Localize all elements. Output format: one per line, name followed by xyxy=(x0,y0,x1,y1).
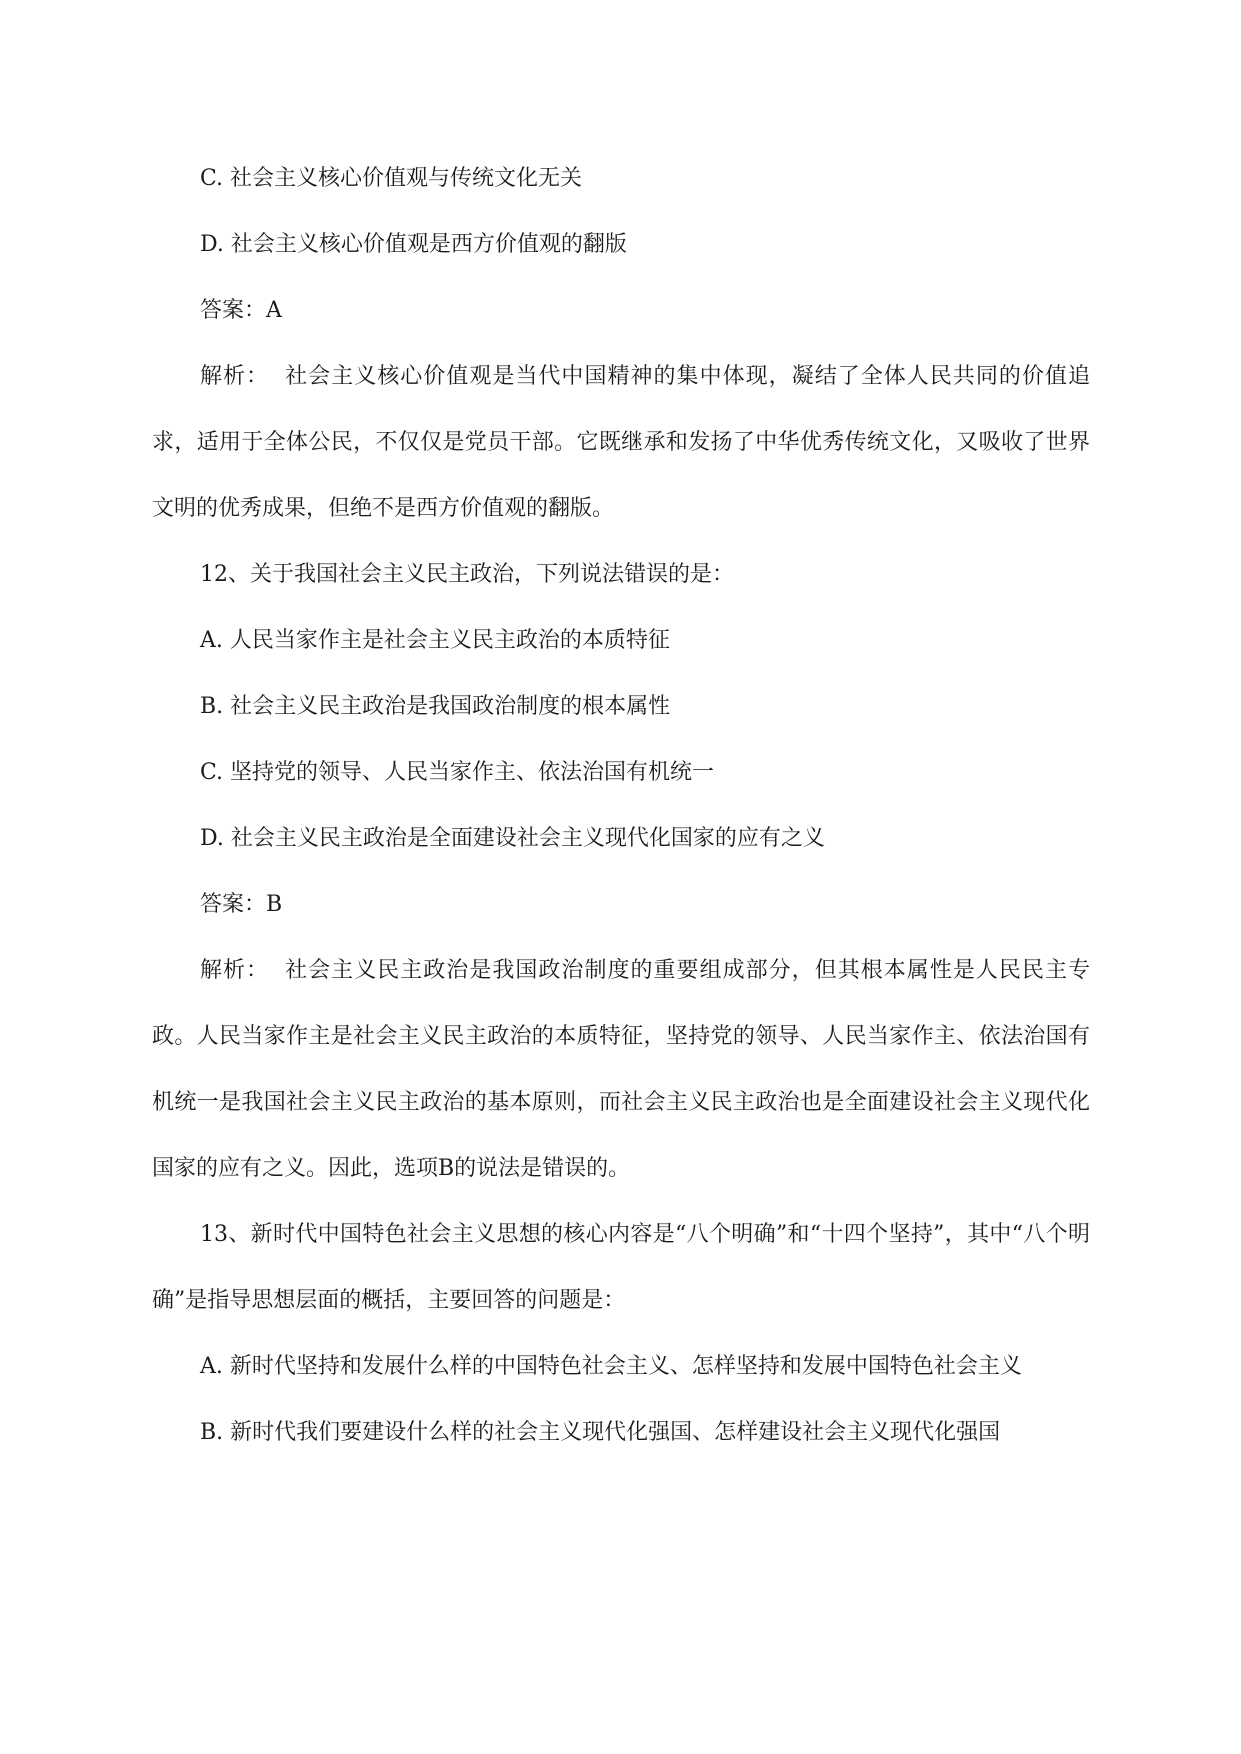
question-12: 12、关于我国社会主义民主政治，下列说法错误的是： xyxy=(200,562,734,587)
answer-q12: 答案：B xyxy=(200,892,283,917)
option-a-q12: A. 人民当家作主是社会主义民主政治的本质特征 xyxy=(200,628,670,653)
option-a-q13: A. 新时代坚持和发展什么样的中国特色社会主义、怎样坚持和发展中国特色社会主义 xyxy=(200,1354,1022,1379)
option-c-q11: C. 社会主义核心价值观与传统文化无关 xyxy=(200,166,583,191)
answer-q11: 答案：A xyxy=(200,298,282,323)
option-d-q11: D. 社会主义核心价值观是西方价值观的翻版 xyxy=(200,232,627,257)
option-b-q12: B. 社会主义民主政治是我国政治制度的根本属性 xyxy=(200,694,671,719)
question-13: 13、新时代中国特色社会主义思想的核心内容是“八个明确”和“十四个坚持”，其中“八个明确”是指导思想层面的概括，主要回答的问题是： xyxy=(152,1222,1090,1313)
option-c-q12: C. 坚持党的领导、人民当家作主、依法治国有机统一 xyxy=(200,760,715,785)
explanation-q11: 解析： 社会主义核心价值观是当代中国精神的集中体现，凝结了全体人民共同的价值追求，适用于全体公民，不仅仅是党员干部。它既继承和发扬了中华优秀传统文化，又吸收了世界文明的优秀成果，但绝不是西方价值观的翻版。 xyxy=(152,364,1090,521)
option-b-q13: B. 新时代我们要建设什么样的社会主义现代化强国、怎样建设社会主义现代化强国 xyxy=(200,1420,1001,1445)
document-body xyxy=(152,146,1090,1466)
option-d-q12: D. 社会主义民主政治是全面建设社会主义现代化国家的应有之义 xyxy=(200,826,825,851)
explanation-q12: 解析： 社会主义民主政治是我国政治制度的重要组成部分，但其根本属性是人民民主专政。人民当家作主是社会主义民主政治的本质特征，坚持党的领导、人民当家作主、依法治国有机统一是我国社会主义民主政治的基本原则，而社会主义民主政治也是全面建设社会主义现代化国家的应有之义。因此，选项B的说法是错误的。 xyxy=(152,958,1090,1181)
